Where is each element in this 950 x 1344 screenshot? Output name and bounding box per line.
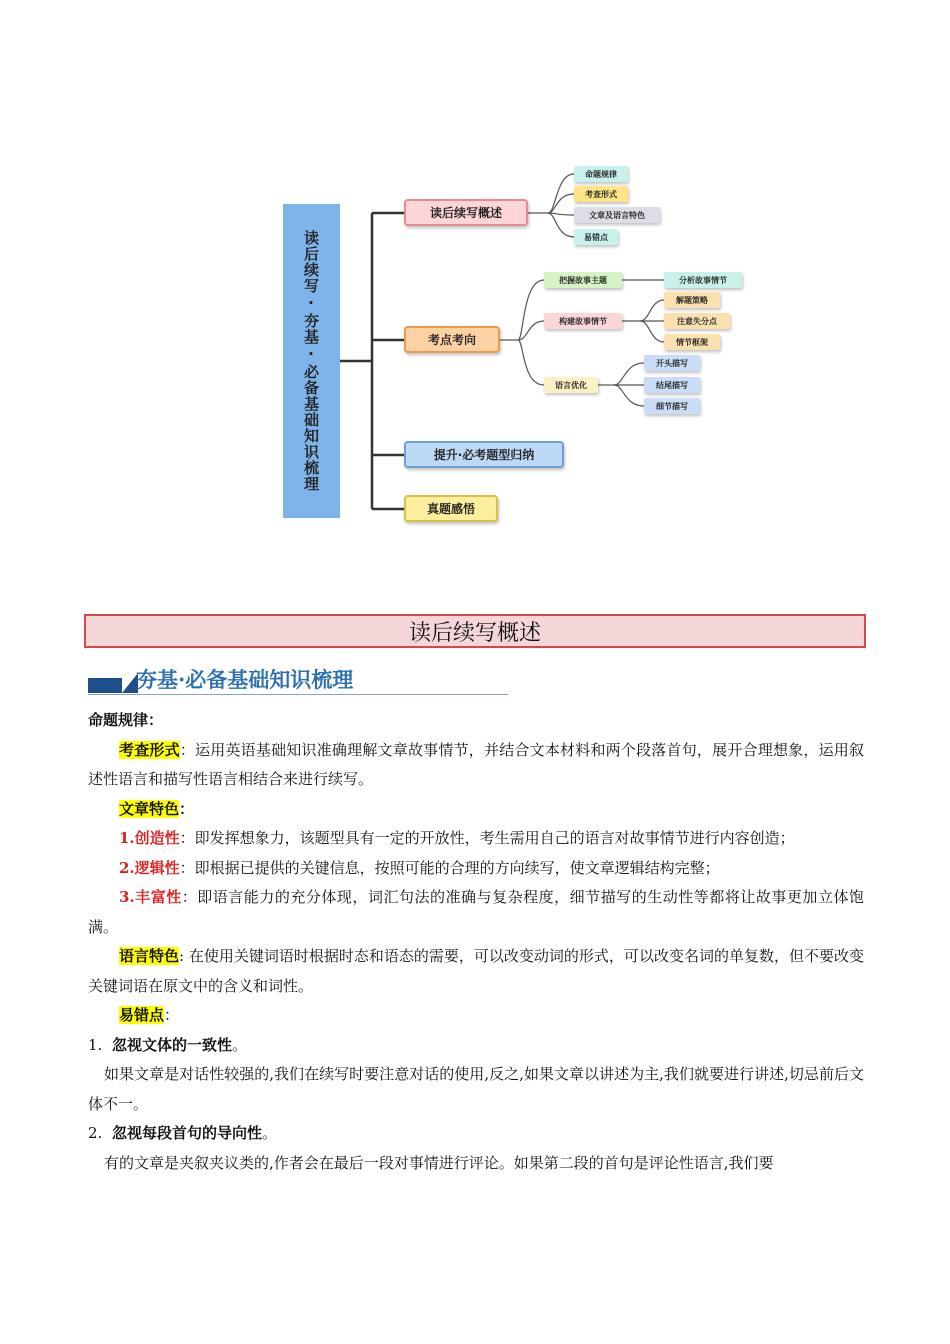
error-item-2-heading: 忽视每段首句的导向性 xyxy=(112,1124,263,1142)
error-item-2-number: 2. xyxy=(88,1124,103,1142)
node-strategy: 解题策略 xyxy=(664,292,720,308)
subheading-underline xyxy=(88,694,508,695)
node-form: 考查形式 xyxy=(574,186,628,202)
f3-text: ：即语言能力的充分体现，词汇句法的准确与复杂程度，细节描写的生动性等都将让故事更加立体饱满。 xyxy=(88,888,864,936)
node-plot: 构建故事情节 xyxy=(544,313,622,329)
node-opening: 开头描写 xyxy=(644,355,700,371)
node-theme: 把握故事主题 xyxy=(544,272,622,288)
paragraph-f2 xyxy=(88,854,864,884)
error-colon: ： xyxy=(164,1006,180,1024)
f2-label: 2.逻辑性 xyxy=(119,858,180,877)
node-analyze-plot: 分析故事情节 xyxy=(664,272,742,288)
error-item-2-title xyxy=(88,1119,864,1149)
error-item-1-text: 如果文章是对话性较强的,我们在续写时要注意对话的使用,反之,如果文章以讲述为主,我们就要进行讲述,切忌前后文体不一。 xyxy=(88,1065,864,1113)
node-real-exam: 真题感悟 xyxy=(404,495,498,522)
node-detail: 细节描写 xyxy=(644,398,700,414)
lang-text: : 在使用关键词语时根据时态和语态的需要，可以改变动词的形式，可以改变名词的单复数，但不要改变关键词语在原文中的含义和词性。 xyxy=(88,947,864,995)
node-exam-focus: 考点考向 xyxy=(404,326,500,353)
mind-map xyxy=(0,0,950,560)
error-item-1-title xyxy=(88,1031,864,1061)
node-language: 语言优化 xyxy=(544,377,598,393)
paragraph-form xyxy=(88,736,864,795)
error-item-1-heading: 忽视文体的一致性 xyxy=(112,1035,233,1054)
paragraph-errors xyxy=(88,1001,864,1031)
rule-title: 命题规律： xyxy=(88,711,164,729)
f2-text: ：即根据已提供的关键信息，按照可能的合理的方向续写，使文章逻辑结构完整； xyxy=(179,858,720,877)
form-text: ：运用英语基础知识准确理解文章故事情节，并结合文本材料和两个段落首句，展开合理想象，运用叙述性语言和描写性语言相结合来进行续写。 xyxy=(88,740,864,788)
node-overview: 读后续写概述 xyxy=(404,199,528,226)
form-label: 考查形式 xyxy=(119,740,180,759)
node-improve: 提升·必考题型归纳 xyxy=(404,441,564,468)
f1-label: 1.创造性 xyxy=(119,829,180,847)
subheading-bar xyxy=(88,678,122,693)
error-item-2-text: 有的文章是夹叙夹议类的,作者会在最后一段对事情进行评论。如果第二段的首句是评论性语言,我们要 xyxy=(104,1153,774,1172)
content-body xyxy=(88,706,864,1178)
error-item-2-end: 。 xyxy=(262,1124,278,1142)
node-ending: 结尾描写 xyxy=(644,377,700,393)
f1-text: ：即发挥想象力，该题型具有一定的开放性，考生需用自己的语言对故事情节进行内容创造； xyxy=(179,829,795,847)
error-item-1-end: 。 xyxy=(232,1035,248,1054)
node-features: 文章及语言特色 xyxy=(574,207,660,223)
lang-label: 语言特色 xyxy=(119,947,180,965)
node-framework: 情节框架 xyxy=(664,334,720,350)
mind-map-root: 读后续写·夯基·必备基础知识梳理 xyxy=(283,204,340,518)
f3-label: 3.丰富性 xyxy=(119,888,182,906)
error-item-1-number: 1. xyxy=(88,1035,103,1054)
subheading xyxy=(88,664,510,698)
paragraph-feature xyxy=(88,795,864,825)
paragraph-language xyxy=(88,942,864,1001)
section-banner: 读后续写概述 xyxy=(84,614,866,648)
paragraph-f1 xyxy=(88,824,864,854)
node-errors: 易错点 xyxy=(574,229,618,245)
mind-map-connectors xyxy=(0,0,950,560)
paragraph-f3 xyxy=(88,883,864,942)
node-rules: 命题规律 xyxy=(574,166,628,182)
error-label: 易错点 xyxy=(119,1006,165,1024)
feature-label: 文章特色 xyxy=(119,799,180,818)
feature-colon: ： xyxy=(179,799,195,818)
subheading-text: 夯基·必备基础知识梳理 xyxy=(136,667,354,692)
node-pitfalls: 注意失分点 xyxy=(664,313,730,329)
